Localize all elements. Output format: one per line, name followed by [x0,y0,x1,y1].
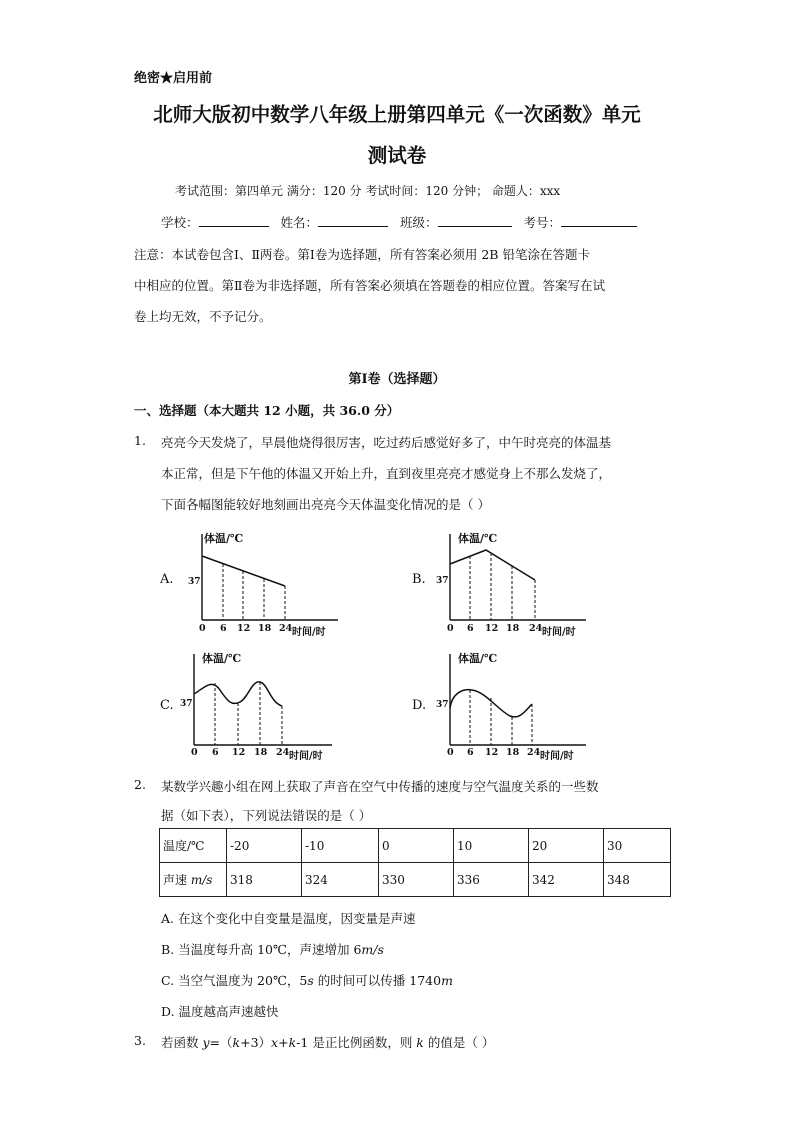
table-cell: 30 [604,829,671,863]
temperature-curve [450,550,535,580]
question-text: 亮亮今天发烧了，早晨他烧得很厉害，吃过药后感觉好多了，中午时亮亮的体温基 [161,435,612,450]
notice-line: 中相应的位置。第Ⅱ卷为非选择题，所有答案必须填在答题卷的相应位置。答案写在试 [134,278,605,293]
table-row [160,829,671,863]
part1-title: 第Ⅰ卷（选择题） [348,372,446,387]
x-axis-label: 时间/时 [542,627,576,638]
x-tick-label: 24 [529,623,543,634]
question-text: 据（如下表），下列说法错误的是（ ） [161,808,372,823]
x-tick-label: 12 [485,623,499,634]
table-cell: 318 [227,863,302,897]
x-tick-label: 24 [279,623,293,634]
option-text: 的时间可以传播 1740 [313,973,442,988]
notice-line: 注意：本试卷包含Ⅰ、Ⅱ两卷。第Ⅰ卷为选择题，所有答案必须用 2B 铅笔涂在答题卡 [134,247,590,262]
table-cell: 温度/℃ [160,829,227,863]
table-cell: 336 [454,863,529,897]
option-letter: C. [160,698,174,713]
class-label: 班级： [400,215,438,230]
student-fields [161,213,645,231]
option-a[interactable]: A. 在这个变化中自变量是温度，因变量是声速 [161,911,416,926]
table-cell: 10 [454,829,529,863]
y-axis-label: 体温/℃ [204,532,244,545]
table-cell: 348 [604,863,671,897]
name-label: 姓名： [280,215,319,230]
x-tick-label: 6 [467,623,474,634]
section-heading: 一、选择题（本大题共 12 小题，共 36.0 分） [134,403,400,418]
x-tick-label: 12 [232,747,246,758]
exam-no-blank[interactable] [561,214,637,227]
option-unit: s [307,973,314,988]
option-c[interactable] [161,971,453,989]
notice-line: 卷上均无效，不予记分。 [134,309,272,324]
exam-title-line1: 北师大版初中数学八年级上册第四单元《一次函数》单元 [153,103,641,126]
y-axis-label: 体温/℃ [458,532,498,545]
graph-option-b[interactable] [412,530,602,638]
x-tick-label: 24 [276,747,290,758]
question-text: 若函数 y=（k+3）x+k-1 是正比例函数，则 k 的值是（ ） [161,1035,495,1050]
x-axis-label: 时间/时 [540,751,574,762]
x-tick-label: 18 [506,747,520,758]
x-tick-label: 0 [191,747,198,758]
x-tick-label: 0 [199,623,206,634]
x-tick-label: 18 [254,747,268,758]
y-tick-label: 37 [180,699,193,709]
y-axis-label: 体温/℃ [202,652,242,665]
exam-info: 考试范围：第四单元 满分：120 分 考试时间：120 分钟； 命题人：xxx [175,184,561,198]
y-tick-label: 37 [188,577,201,587]
graph-option-c[interactable] [160,650,350,760]
option-letter: B. [412,572,426,587]
option-letter: D. [412,698,427,713]
table-cell: 20 [529,829,604,863]
graph-option-d[interactable] [412,650,602,760]
x-tick-label: 6 [220,623,227,634]
option-text: C. 当空气温度为 20℃，5 [161,973,308,988]
question-number: 2. [134,777,146,792]
exam-no-label: 考号： [523,215,562,230]
option-unit: m [441,973,453,988]
x-axis-label: 时间/时 [292,627,326,638]
y-axis-label: 体温/℃ [458,652,498,665]
x-tick-label: 18 [258,623,272,634]
x-tick-label: 0 [447,747,454,758]
question-text: 本正常，但是下午他的体温又开始上升，直到夜里亮亮才感觉身上不那么发烧了， [161,466,612,481]
question-number: 3. [134,1033,146,1048]
row-label-unit: m/s [190,873,213,887]
graph-option-a[interactable] [160,530,350,638]
question-number: 1. [134,433,146,448]
table-row [160,863,671,897]
x-tick-label: 0 [447,623,454,634]
name-blank[interactable] [318,214,388,227]
table-cell: 324 [302,863,379,897]
x-tick-label: 6 [467,747,474,758]
school-label: 学校： [161,215,199,230]
table-cell: 330 [379,863,454,897]
row-label-text: 声速 [163,873,191,887]
exam-title-line2: 测试卷 [367,144,427,167]
table-cell: 342 [529,863,604,897]
table-cell: -20 [227,829,302,863]
option-b[interactable] [161,940,384,958]
x-tick-label: 24 [527,747,541,758]
x-tick-label: 12 [485,747,499,758]
option-unit: m/s [361,942,384,957]
question-text: 下面各幅图能较好地刻画出亮亮今天体温变化情况的是（ ） [161,497,490,512]
temperature-curve [194,682,282,706]
table-cell [160,863,227,897]
y-tick-label: 37 [436,576,449,586]
option-text: B. 当温度每升高 10℃，声速增加 6 [161,942,362,957]
class-blank[interactable] [438,214,512,227]
school-blank[interactable] [199,214,269,227]
question-text: 某数学兴趣小组在网上获取了声音在空气中传播的速度与空气温度关系的一些数 [161,779,599,794]
x-tick-label: 6 [212,747,219,758]
y-tick-label: 37 [436,700,449,710]
speed-temperature-table [159,828,671,897]
table-cell: -10 [302,829,379,863]
table-cell: 0 [379,829,454,863]
option-d[interactable]: D. 温度越高声速越快 [161,1004,279,1019]
x-tick-label: 12 [237,623,251,634]
x-axis-label: 时间/时 [289,751,323,762]
x-tick-label: 18 [506,623,520,634]
option-letter: A. [160,572,174,587]
secret-label: 绝密★启用前 [134,71,213,86]
